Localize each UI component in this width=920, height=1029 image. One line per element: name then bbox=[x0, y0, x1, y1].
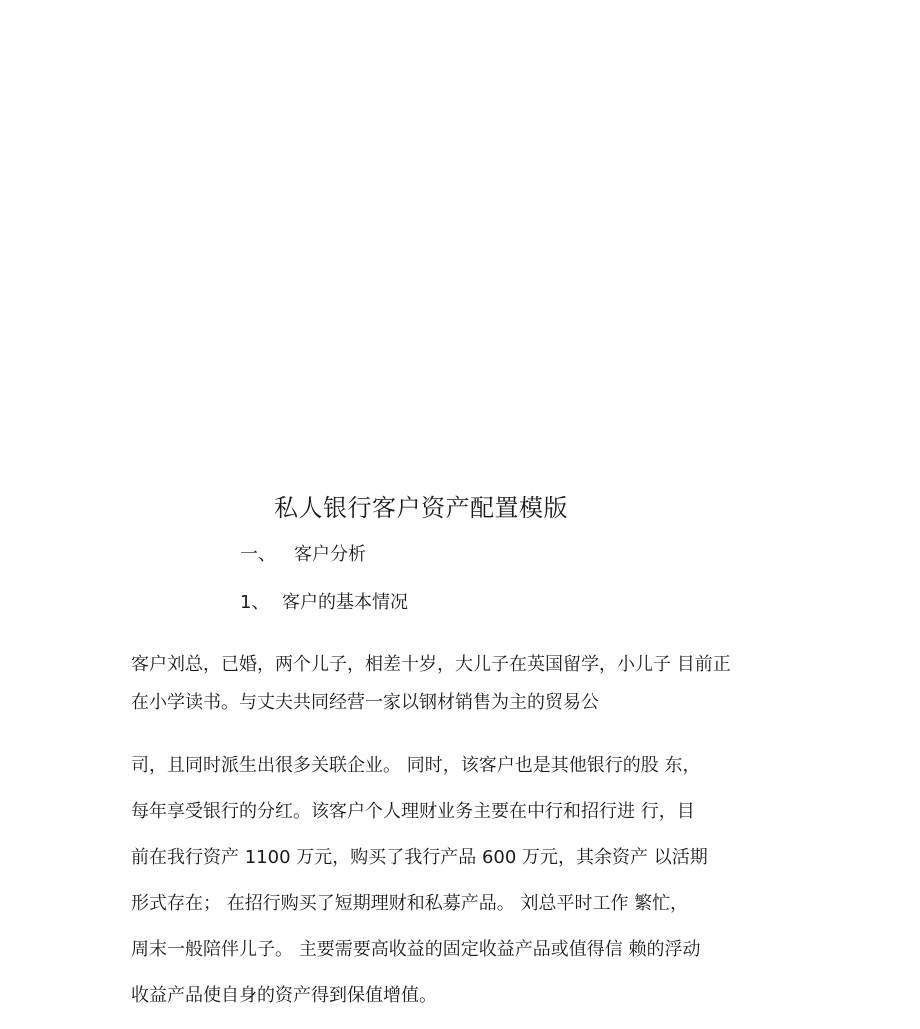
section-number: 一、 bbox=[240, 544, 276, 565]
subsection-number: 1、 bbox=[240, 592, 270, 613]
subsection-label: 客户的基本情况 bbox=[282, 592, 408, 613]
paragraph-line: 司，且同时派生出很多关联企业。 同时，该客户也是其他银行的股 东， bbox=[131, 755, 701, 776]
paragraph-line: 客户刘总，已婚，两个儿子，相差十岁，大儿子在英国留学，小儿子 目前正 bbox=[131, 654, 731, 675]
paragraph-customer-background bbox=[131, 652, 791, 728]
paragraph-line: 前在我行资产 1100 万元，购买了我行产品 600 万元，其余资产 以活期 bbox=[131, 847, 708, 868]
section-label: 客户分析 bbox=[294, 544, 366, 565]
paragraph-line: 周末一般陪伴儿子。 主要需要高收益的固定收益产品或值得信 赖的浮动 bbox=[131, 939, 701, 960]
paragraph-line: 收益产品使自身的资产得到保值增值。 bbox=[131, 985, 437, 1006]
section-heading-customer-analysis bbox=[240, 542, 366, 568]
subsection-heading-basic-info bbox=[240, 590, 408, 616]
paragraph-customer-details bbox=[131, 753, 791, 1029]
paragraph-line: 每年享受银行的分红。该客户个人理财业务主要在中行和招行进 行，目 bbox=[131, 801, 695, 822]
paragraph-line: 形式存在； 在招行购买了短期理财和私募产品。 刘总平时工作 繁忙， bbox=[131, 893, 689, 914]
document-title: 私人银行客户资产配置模版 bbox=[274, 494, 568, 522]
paragraph-line: 在小学读书。与丈夫共同经营一家以钢材销售为主的贸易公 bbox=[131, 692, 599, 713]
